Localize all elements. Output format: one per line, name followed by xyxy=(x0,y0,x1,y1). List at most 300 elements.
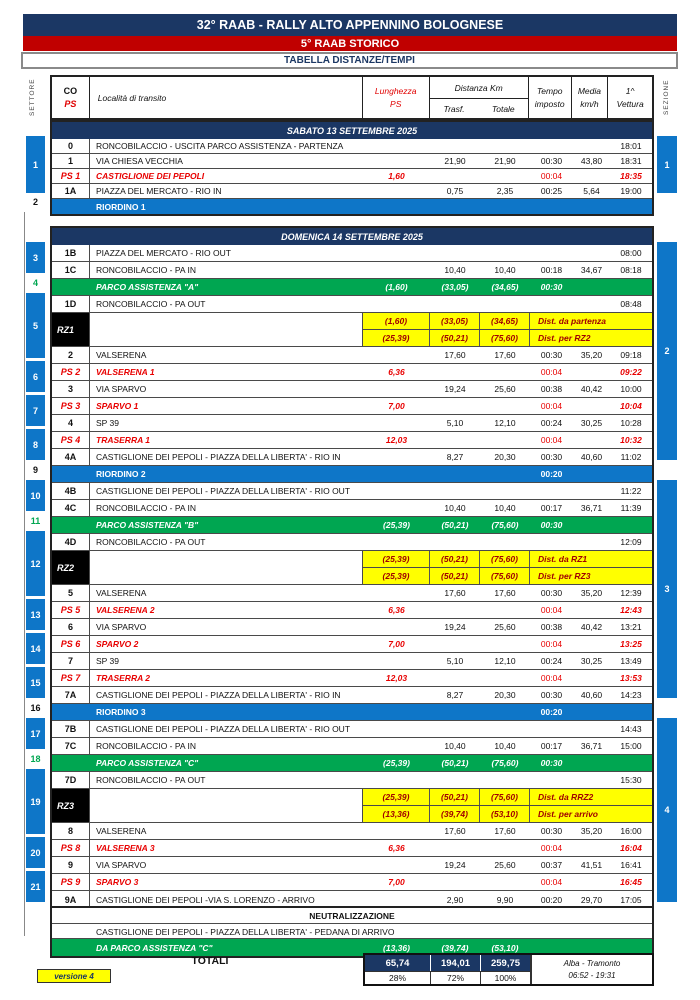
table-row xyxy=(52,296,652,313)
cell-localita: CASTIGLIONE DEI PEPOLI - PIAZZA DELLA LIBERTA' - RIO OUT xyxy=(96,486,351,496)
cell-co: 1D xyxy=(52,296,90,312)
cell-lunghezza xyxy=(363,687,430,703)
table-row xyxy=(52,619,652,636)
cell-trasf xyxy=(430,772,480,788)
cell-lunghezza: 7,00 xyxy=(388,401,405,411)
cell-co: 1A xyxy=(52,184,90,198)
cell-vettura: 18:35 xyxy=(620,171,642,181)
cell-vettura: 13:25 xyxy=(620,639,642,649)
header-media xyxy=(572,77,609,118)
cell-totale xyxy=(480,296,530,312)
rz-sub-row xyxy=(363,568,652,584)
table-row xyxy=(52,653,652,670)
cell-localita xyxy=(90,551,363,584)
cell-vettura: 11:02 xyxy=(620,452,642,462)
settore-marker-21: 21 xyxy=(26,871,45,902)
cell-distance-note: Dist. per arrivo xyxy=(530,806,652,822)
cell-distance-note: Dist. da partenza xyxy=(530,313,652,329)
cell-media: 40,42 xyxy=(580,622,603,632)
table-row xyxy=(52,245,652,262)
cell-distance-note: Dist. da RRZ2 xyxy=(530,789,652,805)
cell-lunghezza xyxy=(363,381,430,397)
cell-localita: SPARVO 3 xyxy=(96,877,139,887)
cell-trasf: (50,21) xyxy=(430,551,480,567)
cell-tempo: 00:18 xyxy=(540,265,563,275)
rz-sub-row xyxy=(363,789,652,806)
cell-lunghezza: 7,00 xyxy=(388,639,405,649)
table-row xyxy=(52,154,652,169)
cell-totale xyxy=(480,139,530,153)
header-co: CO xyxy=(63,86,78,96)
cell-co: PS 9 xyxy=(52,874,90,890)
cell-trasf: 10,40 xyxy=(444,265,466,275)
cell-localita: RONCOBILACCIO - PA OUT xyxy=(96,537,206,547)
cell-localita: RONCOBILACCIO - USCITA PARCO ASSISTENZA - PARTENZA xyxy=(96,141,344,151)
cell-lunghezza xyxy=(363,154,430,168)
cell-trasf xyxy=(430,840,480,856)
cell-totale: 17,60 xyxy=(494,350,516,360)
cell-rz-label: RZ1 xyxy=(52,313,90,346)
cell-trasf: 19,24 xyxy=(444,384,466,394)
cell-media: 40,42 xyxy=(580,384,603,394)
cell-trasf xyxy=(430,483,480,499)
cell-vettura: 09:22 xyxy=(620,367,642,377)
cell-lunghezza: 6,36 xyxy=(388,843,405,853)
settore-marker-5: 5 xyxy=(26,293,45,358)
cell-media: 40,60 xyxy=(580,690,603,700)
header-lunghezza xyxy=(363,77,430,118)
header-tempo-line1: Tempo xyxy=(536,86,563,96)
total-km: 259,75 xyxy=(481,955,530,971)
cell-tempo: 00:30 xyxy=(540,350,563,360)
cell-tempo: 00:20 xyxy=(540,894,563,905)
cell-totale: 12,10 xyxy=(494,418,516,428)
cell-media: 40,60 xyxy=(580,452,603,462)
table-row xyxy=(52,857,652,874)
totals-label: TOTALI xyxy=(191,955,229,967)
cell-vettura: 10:04 xyxy=(620,401,642,411)
cell-tempo: 00:30 xyxy=(540,826,563,836)
cell-trasf: 0,75 xyxy=(446,186,464,196)
table-row xyxy=(52,279,652,296)
cell-lunghezza: 12,03 xyxy=(385,673,408,683)
cell-co: 1C xyxy=(52,262,90,278)
cell-localita: VALSERENA 1 xyxy=(96,367,155,377)
cell-localita: CASTIGLIONE DEI PEPOLI - PIAZZA DELLA LIBERTA' - RIO OUT xyxy=(96,724,351,734)
cell-totale: (75,60) xyxy=(491,520,519,530)
cell-co: PS 5 xyxy=(52,602,90,618)
cell-localita xyxy=(90,313,363,346)
cell-lunghezza xyxy=(363,857,430,873)
cell-media xyxy=(573,432,610,448)
cell-vettura: 14:23 xyxy=(620,690,642,700)
cell-co: PS 1 xyxy=(52,169,90,183)
cell-localita: SPARVO 1 xyxy=(96,401,139,411)
cell-localita: CASTIGLIONE DEI PEPOLI - PIAZZA DELLA LIBERTA' - RIO IN xyxy=(96,690,341,700)
header-tempo xyxy=(529,77,572,118)
sezione-column-label: SEZIONE xyxy=(663,79,670,116)
total-ps-km: 65,74 xyxy=(365,955,431,971)
cell-co: PS 7 xyxy=(52,670,90,686)
cell-vettura: 09:18 xyxy=(620,350,642,360)
cell-lunghezza xyxy=(363,738,430,754)
cell-tempo xyxy=(530,772,573,788)
cell-totale: 25,60 xyxy=(494,860,516,870)
cell-co: 0 xyxy=(52,139,90,153)
sezione-marker-4: 4 xyxy=(657,718,677,902)
cell-media: 43,80 xyxy=(580,156,603,166)
cell-co: PS 6 xyxy=(52,636,90,652)
cell-media xyxy=(573,670,610,686)
cell-vettura: 12:09 xyxy=(620,537,642,547)
table-row xyxy=(52,551,652,585)
cell-lunghezza: (25,39) xyxy=(363,330,430,346)
cell-trasf xyxy=(430,245,480,261)
cell-tempo xyxy=(530,199,573,214)
cell-lunghezza xyxy=(363,619,430,635)
cell-totale: 12,10 xyxy=(494,656,516,666)
cell-vettura: 17:05 xyxy=(620,894,642,905)
cell-totale: (53,10) xyxy=(480,806,530,822)
settore-marker-4: 4 xyxy=(26,276,45,290)
cell-trasf xyxy=(430,169,480,183)
cell-media xyxy=(573,296,610,312)
cell-lunghezza: 12,03 xyxy=(385,435,408,445)
cell-localita: SP 39 xyxy=(96,656,120,666)
cell-localita: RONCOBILACCIO - PA IN xyxy=(96,503,196,513)
cell-totale xyxy=(480,772,530,788)
cell-totale xyxy=(480,840,530,856)
cell-lunghezza: (25,39) xyxy=(383,758,410,768)
header-lunghezza-line2: PS xyxy=(390,99,402,109)
cell-rz-label: RZ3 xyxy=(52,789,90,822)
cell-tempo: 00:24 xyxy=(540,656,563,666)
cell-trasf: 21,90 xyxy=(444,156,466,166)
cell-lunghezza: (25,39) xyxy=(383,520,410,530)
cell-lunghezza xyxy=(363,500,430,516)
total-ps-percent: 28% xyxy=(365,971,431,984)
header-vettura-line2: Vettura xyxy=(616,99,644,109)
rz-distances xyxy=(363,313,652,346)
cell-tempo: 00:20 xyxy=(540,469,563,479)
rz-sub-row xyxy=(363,330,652,346)
cell-media: 29,70 xyxy=(580,894,603,905)
cell-co: 1 xyxy=(52,154,90,168)
cell-localita: VIA CHIESA VECCHIA xyxy=(96,156,183,166)
cell-trasf: (33,05) xyxy=(430,313,480,329)
table-row xyxy=(52,517,652,534)
cell-media: 34,67 xyxy=(580,265,603,275)
cell-trasf: (50,21) xyxy=(430,568,480,584)
cell-totale: 20,30 xyxy=(494,452,516,462)
cell-tempo xyxy=(530,245,573,261)
cell-lunghezza: 6,36 xyxy=(388,605,405,615)
cell-rest xyxy=(573,199,652,214)
cell-totale: 17,60 xyxy=(494,588,516,598)
cell-tempo: 00:04 xyxy=(540,171,563,181)
cell-vettura: 16:45 xyxy=(620,877,642,887)
cell-lunghezza xyxy=(363,721,430,737)
cell-totale xyxy=(480,245,530,261)
cell-tempo: 00:04 xyxy=(540,639,563,649)
cell-vettura: 08:00 xyxy=(620,248,642,258)
cell-lunghezza: 1,60 xyxy=(388,171,405,181)
settore-marker-20: 20 xyxy=(26,837,45,868)
day-band-text: DOMENICA 14 SETTEMBRE 2025 xyxy=(281,231,423,242)
cell-riordino-label: RIORDINO 3 xyxy=(96,707,146,717)
header-lunghezza-line1: Lunghezza xyxy=(374,86,417,96)
totals-block xyxy=(363,953,654,986)
cell-media xyxy=(573,636,610,652)
settore-marker-19: 19 xyxy=(26,769,45,834)
cell-localita: VALSERENA 3 xyxy=(96,843,155,853)
cell-trasf: 17,60 xyxy=(444,826,466,836)
header-ps: PS xyxy=(64,99,77,109)
cell-lunghezza: (13,36) xyxy=(383,942,410,953)
cell-localita: VALSERENA xyxy=(96,588,147,598)
cell-co: 4A xyxy=(52,449,90,465)
cell-totale: (75,60) xyxy=(491,758,519,768)
cell-trasf xyxy=(430,636,480,652)
neutralization-title-text: NEUTRALIZZAZIONE xyxy=(309,910,395,921)
table-row xyxy=(52,432,652,449)
cell-co: PS 8 xyxy=(52,840,90,856)
cell-media xyxy=(573,602,610,618)
cell-localita: CASTIGLIONE DEI PEPOLI -VIA S. LORENZO - ARRIVO xyxy=(96,894,315,905)
version-badge: versione 4 xyxy=(37,969,111,983)
cell-co: 7 xyxy=(52,653,90,669)
cell-localita: RONCOBILACCIO - PA OUT xyxy=(96,775,206,785)
total-trasf-percent: 72% xyxy=(431,971,481,984)
table-row xyxy=(52,184,652,199)
cell-totale: 25,60 xyxy=(494,622,516,632)
cell-media xyxy=(573,139,610,153)
cell-rz-label: RZ2 xyxy=(52,551,90,584)
cell-tempo: 00:04 xyxy=(540,435,563,445)
cell-totale: (75,60) xyxy=(480,330,530,346)
cell-localita: VIA SPARVO xyxy=(96,384,147,394)
cell-tempo: 00:17 xyxy=(540,741,563,751)
cell-tempo: 00:30 xyxy=(540,690,563,700)
cell-tempo: 00:37 xyxy=(540,860,563,870)
cell-tempo: 00:30 xyxy=(540,452,563,462)
table-row xyxy=(52,789,652,823)
cell-totale: 9,90 xyxy=(496,894,514,905)
cell-vettura: 10:32 xyxy=(620,435,642,445)
cell-vettura: 10:28 xyxy=(620,418,642,428)
sezione-marker-1: 1 xyxy=(657,136,677,193)
cell-co: 2 xyxy=(52,347,90,363)
cell-trasf: 17,60 xyxy=(444,350,466,360)
cell-co: 4B xyxy=(52,483,90,499)
cell-lunghezza: 6,36 xyxy=(388,367,405,377)
cell-lunghezza xyxy=(363,296,430,312)
rz-sub-row xyxy=(363,806,652,822)
table-row xyxy=(52,585,652,602)
cell-co: 8 xyxy=(52,823,90,839)
cell-localita: RONCOBILACCIO - PA IN xyxy=(96,741,196,751)
cell-co: PS 3 xyxy=(52,398,90,414)
cell-vettura: 08:48 xyxy=(620,299,642,309)
table-row xyxy=(52,755,652,772)
cell-trasf: 19,24 xyxy=(444,860,466,870)
settore-marker-15: 15 xyxy=(26,667,45,698)
cell-lunghezza: (1,60) xyxy=(363,313,430,329)
total-percent: 100% xyxy=(481,971,530,984)
settore-marker-10: 10 xyxy=(26,480,45,511)
cell-localita: RONCOBILACCIO - PA IN xyxy=(96,265,196,275)
cell-totale: (34,65) xyxy=(491,282,519,292)
cell-tempo: 00:38 xyxy=(540,384,563,394)
cell-vettura: 18:01 xyxy=(620,141,642,151)
cell-trasf: 17,60 xyxy=(444,588,466,598)
cell-vettura: 11:22 xyxy=(620,486,642,496)
settore-marker-6: 6 xyxy=(26,361,45,392)
cell-lunghezza xyxy=(363,585,430,601)
cell-media: 30,25 xyxy=(580,656,603,666)
day-band xyxy=(52,122,652,139)
cell-totale: (75,60) xyxy=(480,789,530,805)
cell-trasf xyxy=(430,670,480,686)
table-row xyxy=(52,602,652,619)
cell-co: 4D xyxy=(52,534,90,550)
cell-co: 4 xyxy=(52,415,90,431)
header-totale: Totale xyxy=(491,103,515,114)
settore-marker-7: 7 xyxy=(26,395,45,426)
cell-trasf: 5,10 xyxy=(446,418,464,428)
cell-media: 35,20 xyxy=(580,826,603,836)
cell-rest xyxy=(573,755,652,771)
cell-lunghezza: (25,39) xyxy=(363,789,430,805)
table-row xyxy=(52,772,652,789)
rz-sub-row xyxy=(363,313,652,330)
cell-co: 9 xyxy=(52,857,90,873)
sezione-marker-3: 3 xyxy=(657,480,677,698)
cell-localita: SP 39 xyxy=(96,418,120,428)
cell-media xyxy=(573,874,610,890)
cell-trasf: 2,90 xyxy=(446,894,464,905)
cell-trasf xyxy=(430,602,480,618)
cell-media xyxy=(573,169,610,183)
cell-localita: PIAZZA DEL MERCATO - RIO IN xyxy=(96,186,222,196)
table-header xyxy=(50,75,654,120)
settore-marker-14: 14 xyxy=(26,633,45,664)
table-row xyxy=(52,874,652,891)
settore-marker-9: 9 xyxy=(26,463,45,477)
cell-trasf xyxy=(430,432,480,448)
header-distanza xyxy=(430,77,529,118)
cell-vettura: 13:21 xyxy=(620,622,642,632)
cell-totale xyxy=(480,534,530,550)
cell-totale: 2,35 xyxy=(496,186,514,196)
cell-tempo: 00:30 xyxy=(540,282,563,292)
cell-rest xyxy=(573,466,652,482)
cell-media xyxy=(573,772,610,788)
cell-vettura: 15:30 xyxy=(620,775,642,785)
cell-localita: PARCO ASSISTENZA "B" xyxy=(96,520,199,530)
storico-title-bar: 5° RAAB STORICO xyxy=(23,36,677,51)
cell-vettura: 18:31 xyxy=(620,156,642,166)
cell-totale: (34,65) xyxy=(480,313,530,329)
cell-trasf xyxy=(430,534,480,550)
cell-trasf xyxy=(430,296,480,312)
cell-localita: VALSERENA xyxy=(96,350,147,360)
cell-media xyxy=(573,483,610,499)
table-row xyxy=(52,262,652,279)
settore-marker-16: 16 xyxy=(26,701,45,715)
header-vettura-line1: 1^ xyxy=(625,86,635,96)
cell-localita: SPARVO 2 xyxy=(96,639,139,649)
header-media-line2: km/h xyxy=(580,99,599,109)
cell-tempo: 00:20 xyxy=(540,707,563,717)
cell-media: 35,20 xyxy=(580,588,603,598)
cell-trasf: (39,74) xyxy=(430,806,480,822)
neutralization-row xyxy=(52,924,652,939)
cell-localita: CASTIGLIONE DEI PEPOLI - PIAZZA DELLA LIBERTA' - RIO IN xyxy=(96,452,341,462)
cell-co: 7A xyxy=(52,687,90,703)
cell-lunghezza: (13,36) xyxy=(363,806,430,822)
cell-totale xyxy=(480,602,530,618)
cell-totale xyxy=(480,432,530,448)
cell-tempo: 00:04 xyxy=(540,401,563,411)
settore-marker-1: 1 xyxy=(26,136,45,193)
cell-vettura: 11:39 xyxy=(620,503,642,513)
cell-trasf: (50,21) xyxy=(430,330,480,346)
sezione-marker-2: 2 xyxy=(657,242,677,460)
cell-lunghezza xyxy=(363,823,430,839)
cell-media: 36,71 xyxy=(580,741,603,751)
cell-trasf xyxy=(430,139,480,153)
table-row xyxy=(52,139,652,154)
cell-localita: PIAZZA DEL MERCATO - RIO OUT xyxy=(96,248,231,258)
cell-trasf: (33,05) xyxy=(441,282,469,292)
settore-left-line xyxy=(24,212,25,936)
cell-lunghezza xyxy=(363,245,430,261)
table-row xyxy=(52,199,652,214)
cell-tempo: 00:24 xyxy=(540,418,563,428)
table-row xyxy=(52,840,652,857)
table-row xyxy=(52,364,652,381)
cell-lunghezza: (1,60) xyxy=(385,282,408,292)
cell-co: 7D xyxy=(52,772,90,788)
cell-tempo: 00:04 xyxy=(540,367,563,377)
cell-lunghezza: 7,00 xyxy=(388,877,405,887)
table-row xyxy=(52,449,652,466)
cell-totale xyxy=(480,169,530,183)
cell-trasf xyxy=(430,721,480,737)
cell-vettura: 10:00 xyxy=(620,384,642,394)
table-row xyxy=(52,466,652,483)
sunday-table xyxy=(50,226,654,910)
cell-totale xyxy=(480,636,530,652)
cell-totale: 17,60 xyxy=(494,826,516,836)
cell-lunghezza xyxy=(363,653,430,669)
cell-tempo: 00:04 xyxy=(540,605,563,615)
cell-localita: VIA SPARVO xyxy=(96,860,147,870)
cell-media xyxy=(573,840,610,856)
neutralization-title xyxy=(52,908,652,924)
cell-tempo: 00:30 xyxy=(540,758,563,768)
cell-distance-note: Dist. da RZ1 xyxy=(530,551,652,567)
cell-trasf: 5,10 xyxy=(446,656,464,666)
day-band xyxy=(52,228,652,245)
cell-co: PS 2 xyxy=(52,364,90,380)
cell-totale xyxy=(480,398,530,414)
table-row xyxy=(52,823,652,840)
cell-trasf: (50,21) xyxy=(441,758,469,768)
cell-tempo: 00:04 xyxy=(540,877,563,887)
cell-vettura: 13:49 xyxy=(620,656,642,666)
